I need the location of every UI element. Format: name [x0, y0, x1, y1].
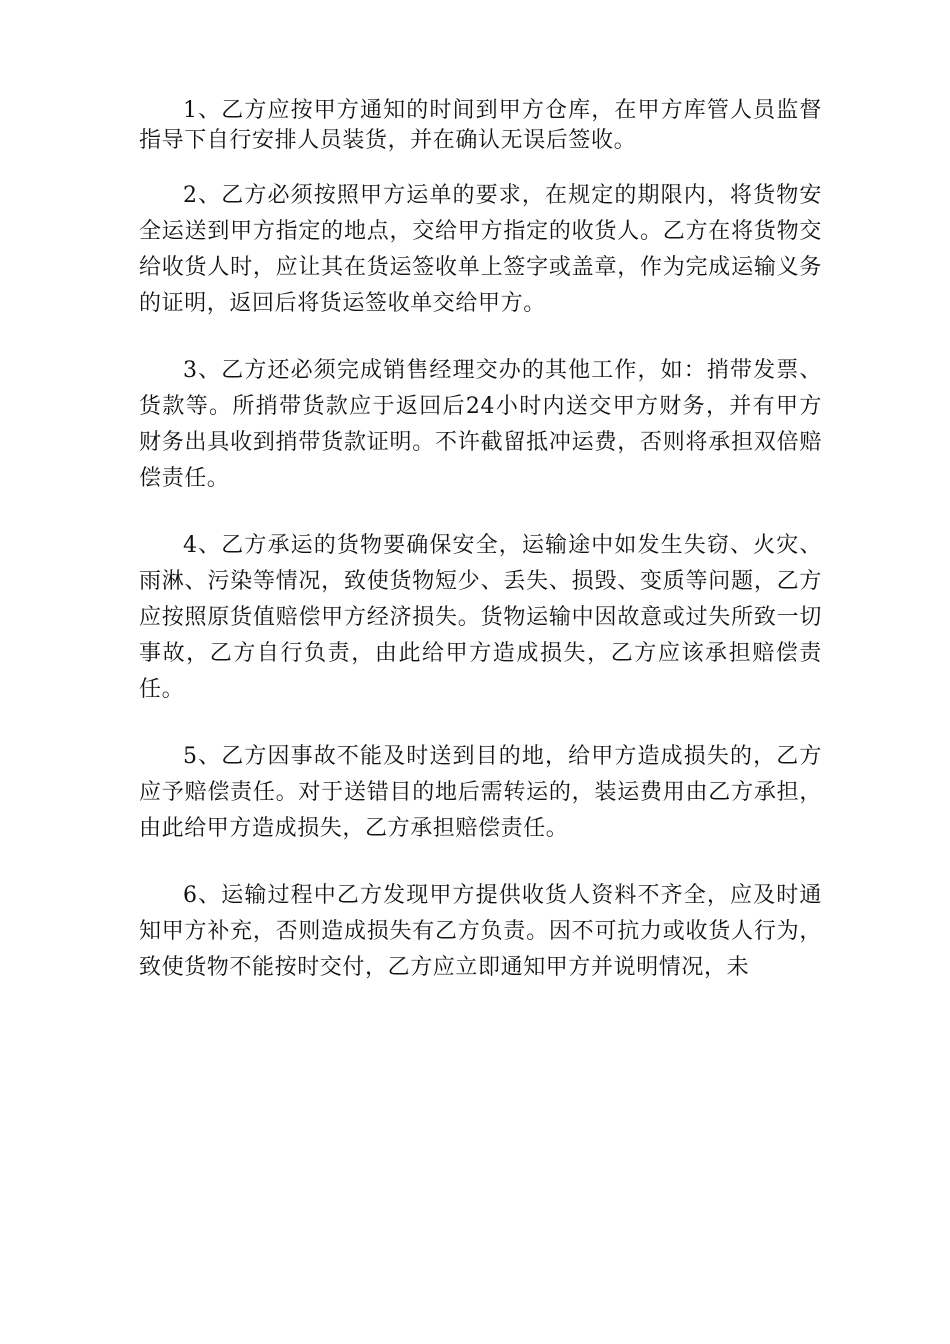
- clause-2: 2、乙方必须按照甲方运单的要求，在规定的期限内，将货物安全运送到甲方指定的地点，交给甲方指定的收货人。乙方在将货物交给收货人时，应让其在货运签收单上签字或盖章，作为完成运输义务的证明，返回后将货运签收单交给甲方。: [139, 183, 822, 316]
- document-page: [139, 96, 822, 986]
- clause-4: 4、乙方承运的货物要确保安全，运输途中如发生失窃、火灾、雨淋、污染等情况，致使货物短少、丢失、损毁、变质等问题，乙方应按照原货值赔偿甲方经济损失。货物运输中因故意或过失所致一切事故，乙方自行负责，由此给甲方造成损失，乙方应该承担赔偿责任。: [139, 533, 822, 702]
- clause-1: 1、乙方应按甲方通知的时间到甲方仓库，在甲方库管人员监督指导下自行安排人员装货，并在确认无误后签收。: [139, 98, 822, 153]
- clause-5: 5、乙方因事故不能及时送到目的地，给甲方造成损失的，乙方应予赔偿责任。对于送错目的地后需转运的，装运费用由乙方承担，由此给甲方造成损失，乙方承担赔偿责任。: [139, 744, 822, 841]
- clause-6: 6、运输过程中乙方发现甲方提供收货人资料不齐全，应及时通知甲方补充，否则造成损失有乙方负责。因不可抗力或收货人行为，致使货物不能按时交付，乙方应立即通知甲方并说明情况，未: [139, 883, 822, 980]
- clause-3: 3、乙方还必须完成销售经理交办的其他工作，如：捎带发票、货款等。所捎带货款应于返回后24小时内送交甲方财务，并有甲方财务出具收到捎带货款证明。不许截留抵冲运费，否则将承担双倍赔偿责任。: [139, 358, 822, 491]
